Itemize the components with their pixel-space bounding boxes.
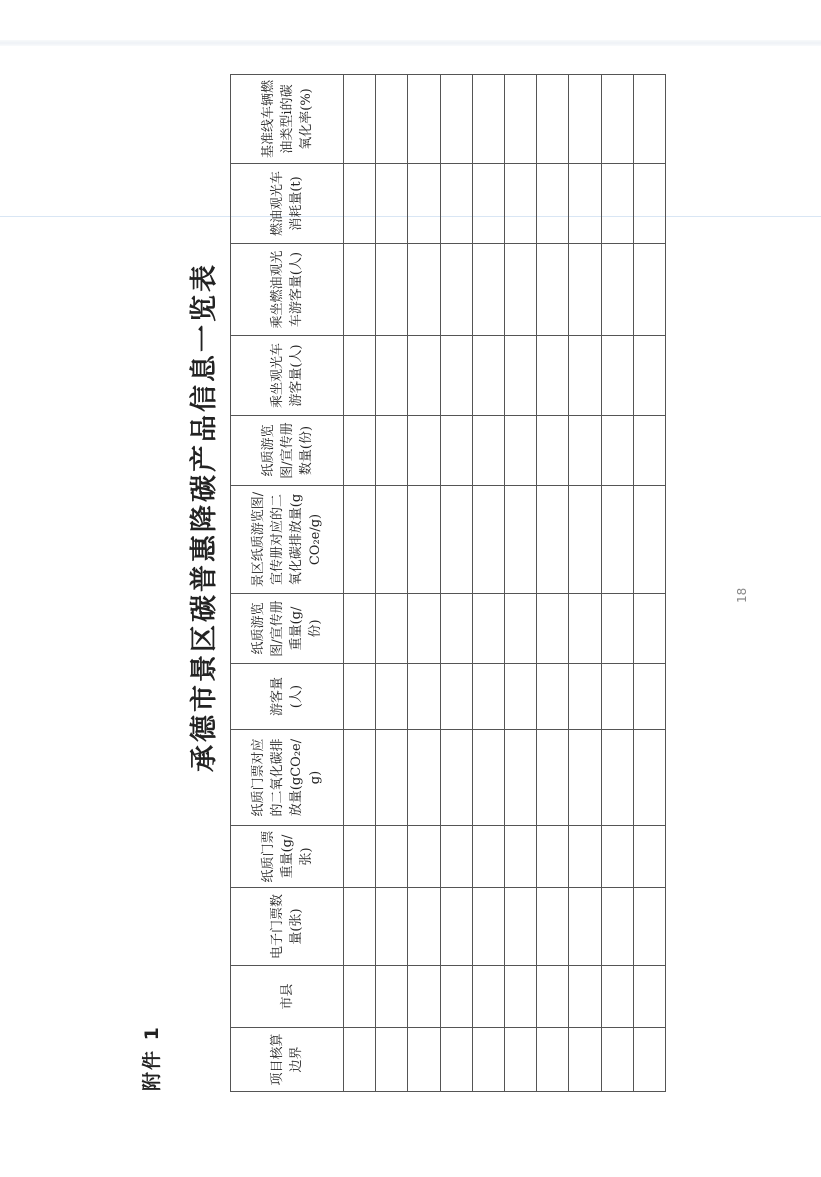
table-cell bbox=[472, 888, 504, 966]
table-cell bbox=[440, 486, 472, 594]
table-cell bbox=[569, 486, 601, 594]
table-cell bbox=[633, 730, 665, 826]
table-cell bbox=[472, 594, 504, 664]
table-cell bbox=[569, 826, 601, 888]
table-row bbox=[601, 75, 633, 1092]
table-cell bbox=[504, 1028, 536, 1092]
col-header-boundary: 项目核算边界 bbox=[231, 1028, 344, 1092]
table-cell bbox=[569, 1028, 601, 1092]
table-cell bbox=[344, 888, 376, 966]
table-cell bbox=[408, 966, 440, 1028]
table-cell bbox=[633, 826, 665, 888]
table-cell bbox=[537, 1028, 569, 1092]
table-cell bbox=[440, 826, 472, 888]
table-cell bbox=[344, 416, 376, 486]
table-cell bbox=[472, 416, 504, 486]
table-cell bbox=[537, 888, 569, 966]
table-cell bbox=[472, 826, 504, 888]
table-cell bbox=[569, 594, 601, 664]
table-row bbox=[344, 75, 376, 1092]
col-header-shuttle-visitors: 乘坐观光车游客量(人) bbox=[231, 336, 344, 416]
table-cell bbox=[504, 730, 536, 826]
table-cell bbox=[472, 730, 504, 826]
col-header-brochure-count: 纸质游览图/宣传册数量(份) bbox=[231, 416, 344, 486]
col-header-e-ticket-count: 电子门票数量(张) bbox=[231, 888, 344, 966]
col-header-brochure-weight: 纸质游览图/宣传册重量(g/份) bbox=[231, 594, 344, 664]
table-cell bbox=[601, 826, 633, 888]
table-cell bbox=[601, 336, 633, 416]
table-cell bbox=[569, 664, 601, 730]
table-cell bbox=[569, 966, 601, 1028]
table-cell bbox=[633, 416, 665, 486]
table-cell bbox=[376, 888, 408, 966]
table-cell bbox=[537, 244, 569, 336]
table-row bbox=[376, 75, 408, 1092]
table-cell bbox=[440, 336, 472, 416]
table-cell bbox=[440, 664, 472, 730]
table-cell bbox=[344, 826, 376, 888]
table-cell bbox=[472, 336, 504, 416]
table-cell bbox=[344, 1028, 376, 1092]
table-row bbox=[537, 75, 569, 1092]
table-cell bbox=[569, 164, 601, 244]
table-cell bbox=[633, 594, 665, 664]
col-header-paper-ticket-weight: 纸质门票重量(g/张) bbox=[231, 826, 344, 888]
table-cell bbox=[376, 594, 408, 664]
table-cell bbox=[344, 594, 376, 664]
table-cell bbox=[504, 888, 536, 966]
table-cell bbox=[472, 1028, 504, 1092]
table-cell bbox=[537, 164, 569, 244]
table-cell bbox=[472, 244, 504, 336]
table-cell bbox=[569, 888, 601, 966]
annex-label: 附件 1 bbox=[141, 1025, 163, 1091]
table-cell bbox=[440, 594, 472, 664]
table-cell bbox=[376, 244, 408, 336]
col-header-carbon-oxidation-rate: 基准线车辆燃油类型i的碳氧化率(%) bbox=[231, 75, 344, 164]
table-cell bbox=[344, 244, 376, 336]
table-row bbox=[472, 75, 504, 1092]
table-row bbox=[569, 75, 601, 1092]
table-cell bbox=[408, 594, 440, 664]
col-header-city-county: 市县 bbox=[231, 966, 344, 1028]
table-cell bbox=[633, 966, 665, 1028]
col-header-fuel-consumption: 燃油观光车消耗量(t) bbox=[231, 164, 344, 244]
table-cell bbox=[408, 486, 440, 594]
col-header-fuel-shuttle-visitors: 乘坐燃油观光车游客量(人) bbox=[231, 244, 344, 336]
table-cell bbox=[504, 416, 536, 486]
table-cell bbox=[376, 966, 408, 1028]
table-cell bbox=[601, 966, 633, 1028]
table-cell bbox=[537, 664, 569, 730]
table-cell bbox=[472, 966, 504, 1028]
table-cell bbox=[344, 75, 376, 164]
table-cell bbox=[472, 486, 504, 594]
table-cell bbox=[569, 336, 601, 416]
table-cell bbox=[601, 164, 633, 244]
table-cell bbox=[440, 1028, 472, 1092]
table-cell bbox=[408, 75, 440, 164]
table-cell bbox=[376, 486, 408, 594]
table-cell bbox=[504, 336, 536, 416]
table-cell bbox=[601, 730, 633, 826]
page-number: 18 bbox=[735, 587, 749, 603]
table-cell bbox=[633, 664, 665, 730]
table-cell bbox=[601, 594, 633, 664]
table-cell bbox=[601, 664, 633, 730]
table-cell bbox=[504, 75, 536, 164]
table-cell bbox=[472, 75, 504, 164]
table-cell bbox=[569, 730, 601, 826]
table-cell bbox=[376, 416, 408, 486]
table-cell bbox=[408, 1028, 440, 1092]
table-cell bbox=[537, 826, 569, 888]
table-row bbox=[408, 75, 440, 1092]
table-cell bbox=[504, 664, 536, 730]
table-cell bbox=[408, 336, 440, 416]
table-cell bbox=[504, 244, 536, 336]
table-cell bbox=[440, 966, 472, 1028]
table-cell bbox=[344, 336, 376, 416]
table-cell bbox=[376, 164, 408, 244]
table-cell bbox=[504, 594, 536, 664]
table-cell bbox=[472, 664, 504, 730]
col-header-paper-ticket-co2: 纸质门票对应的二氧化碳排放量(gCO₂e/g) bbox=[231, 730, 344, 826]
table-cell bbox=[633, 336, 665, 416]
table-cell bbox=[344, 164, 376, 244]
table-cell bbox=[504, 486, 536, 594]
table-cell bbox=[601, 244, 633, 336]
table-cell bbox=[408, 416, 440, 486]
table-cell bbox=[633, 486, 665, 594]
table-cell bbox=[376, 336, 408, 416]
table-cell bbox=[472, 164, 504, 244]
table-cell bbox=[537, 594, 569, 664]
table-cell bbox=[537, 416, 569, 486]
table-cell bbox=[440, 416, 472, 486]
table-cell bbox=[440, 888, 472, 966]
table-cell bbox=[408, 888, 440, 966]
table-cell bbox=[633, 75, 665, 164]
table-cell bbox=[504, 966, 536, 1028]
table-cell bbox=[537, 486, 569, 594]
col-header-brochure-co2: 景区纸质游览图/宣传册对应的二氧化碳排放量(gCO₂e/g) bbox=[231, 486, 344, 594]
table-cell bbox=[440, 244, 472, 336]
table-row bbox=[440, 75, 472, 1092]
table-cell bbox=[504, 826, 536, 888]
table-cell bbox=[633, 1028, 665, 1092]
table-cell bbox=[344, 966, 376, 1028]
table-cell bbox=[601, 888, 633, 966]
col-header-visitor-count: 游客量(人) bbox=[231, 664, 344, 730]
table-cell bbox=[601, 486, 633, 594]
table-header-row bbox=[231, 75, 344, 1092]
table-cell bbox=[537, 75, 569, 164]
table-cell bbox=[408, 664, 440, 730]
table-body bbox=[344, 75, 666, 1092]
table-cell bbox=[633, 888, 665, 966]
table-cell bbox=[440, 730, 472, 826]
table-cell bbox=[537, 966, 569, 1028]
table-cell bbox=[601, 1028, 633, 1092]
document-title: 承德市景区碳普惠降碳产品信息一览表 bbox=[189, 262, 220, 772]
table-cell bbox=[408, 244, 440, 336]
table-row bbox=[633, 75, 665, 1092]
carbon-product-info-table bbox=[230, 74, 666, 1092]
table-row bbox=[504, 75, 536, 1092]
table-cell bbox=[569, 244, 601, 336]
table-cell bbox=[440, 164, 472, 244]
table-cell bbox=[408, 164, 440, 244]
table-cell bbox=[344, 664, 376, 730]
table-cell bbox=[376, 826, 408, 888]
table-cell bbox=[376, 664, 408, 730]
table-cell bbox=[569, 75, 601, 164]
table-cell bbox=[633, 164, 665, 244]
table-cell bbox=[569, 416, 601, 486]
table-cell bbox=[633, 244, 665, 336]
table-cell bbox=[537, 336, 569, 416]
table-cell bbox=[344, 486, 376, 594]
table-cell bbox=[408, 826, 440, 888]
table-cell bbox=[376, 1028, 408, 1092]
table-cell bbox=[440, 75, 472, 164]
table-cell bbox=[537, 730, 569, 826]
table-cell bbox=[601, 416, 633, 486]
table-cell bbox=[376, 75, 408, 164]
table-cell bbox=[601, 75, 633, 164]
table-cell bbox=[408, 730, 440, 826]
table-cell bbox=[504, 164, 536, 244]
table-cell bbox=[344, 730, 376, 826]
table-cell bbox=[376, 730, 408, 826]
